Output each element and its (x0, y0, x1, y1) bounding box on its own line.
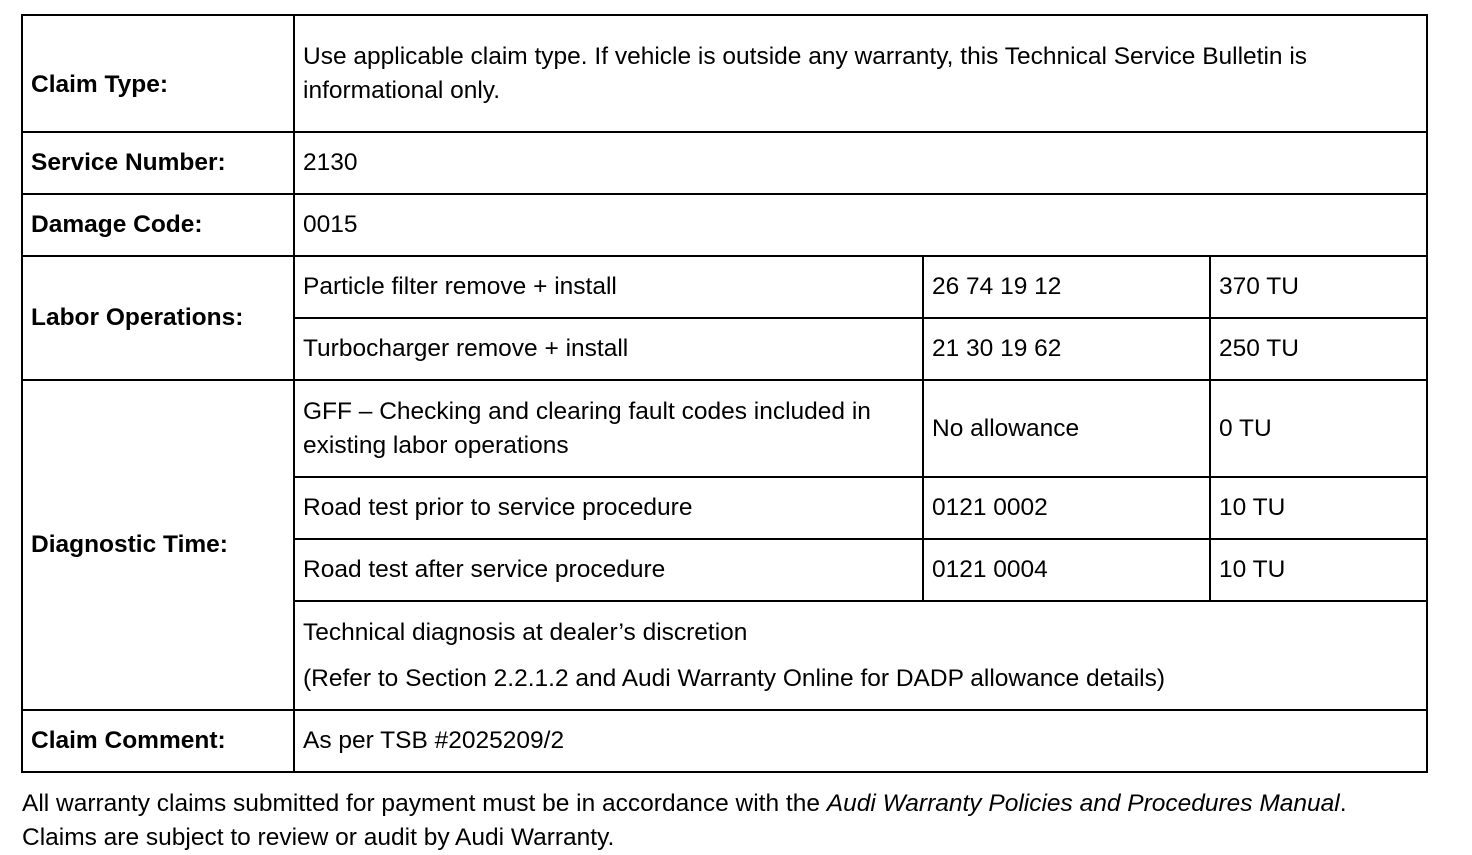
diagnostic-time-value: 10 TU (1210, 539, 1427, 601)
damage-code-label: Damage Code: (22, 194, 294, 256)
diagnostic-time-label: Diagnostic Time: (22, 380, 294, 710)
labor-operations-label: Labor Operations: (22, 256, 294, 380)
diagnostic-time-value: 0 TU (1210, 380, 1427, 477)
manual-title: Audi Warranty Policies and Procedures Manual (826, 790, 1340, 817)
service-number-row (22, 132, 1427, 194)
warranty-footer-note (21, 787, 1426, 855)
labor-operation-row (22, 256, 1427, 318)
labor-operation-description: Particle filter remove + install (294, 256, 923, 318)
labor-operation-description: Turbocharger remove + install (294, 318, 923, 380)
service-number-label: Service Number: (22, 132, 294, 194)
claim-comment-label: Claim Comment: (22, 710, 294, 772)
labor-operation-code: 26 74 19 12 (923, 256, 1210, 318)
damage-code-value: 0015 (294, 194, 1427, 256)
diagnostic-description: Road test prior to service procedure (294, 477, 923, 539)
footer-text: . Claims are subject to review or audit by Audi Warranty. (22, 790, 1347, 851)
diagnostic-description: Road test after service procedure (294, 539, 923, 601)
warranty-claim-table (21, 14, 1428, 773)
service-number-value: 2130 (294, 132, 1427, 194)
diagnostic-time-row (22, 380, 1427, 477)
diagnostic-code: No allowance (923, 380, 1210, 477)
footer-text: All warranty claims submitted for payment must be in accordance with the (22, 790, 827, 817)
diagnostic-note-line: Technical diagnosis at dealer’s discretion (303, 618, 748, 646)
diagnostic-code: 0121 0004 (923, 539, 1210, 601)
claim-comment-row (22, 710, 1427, 772)
diagnostic-note (294, 601, 1427, 710)
claim-type-value: Use applicable claim type. If vehicle is outside any warranty, this Technical Service Bulletin is informational only. (294, 15, 1427, 132)
diagnostic-note-line: (Refer to Section 2.2.1.2 and Audi Warranty Online for DADP allowance details) (303, 664, 1166, 692)
diagnostic-time-value: 10 TU (1210, 477, 1427, 539)
claim-comment-value: As per TSB #2025209/2 (294, 710, 1427, 772)
labor-operation-time: 250 TU (1210, 318, 1427, 380)
claim-type-label: Claim Type: (22, 15, 294, 132)
claim-type-row (22, 15, 1427, 132)
damage-code-row (22, 194, 1427, 256)
labor-operation-time: 370 TU (1210, 256, 1427, 318)
diagnostic-description: GFF – Checking and clearing fault codes included in existing labor operations (294, 380, 923, 477)
warranty-document (21, 14, 1426, 855)
diagnostic-code: 0121 0002 (923, 477, 1210, 539)
labor-operation-code: 21 30 19 62 (923, 318, 1210, 380)
